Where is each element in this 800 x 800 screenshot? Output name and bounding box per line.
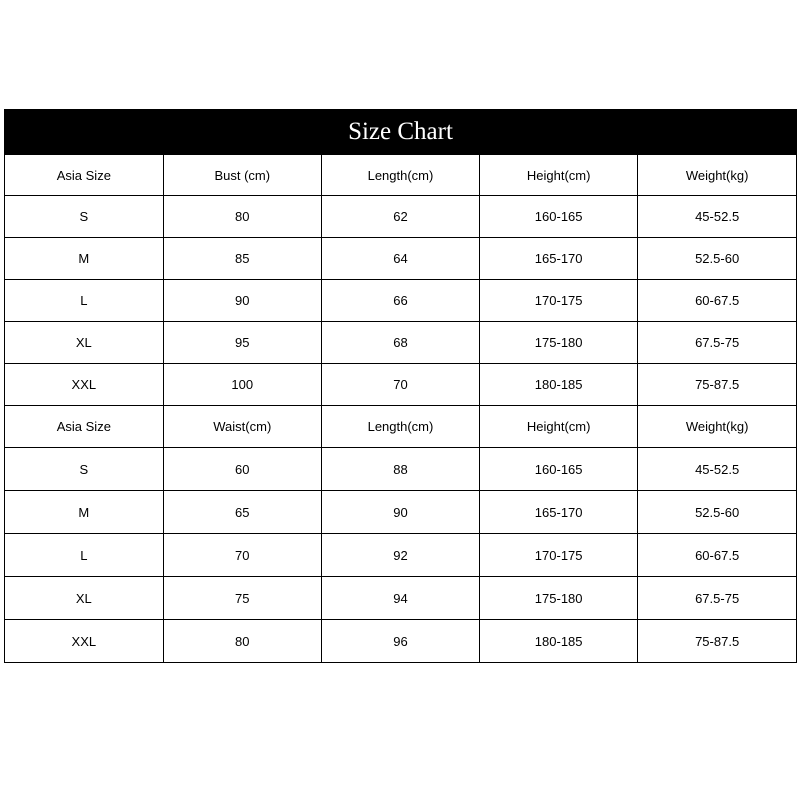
- cell-waist: 75: [163, 577, 321, 620]
- table-row: [5, 448, 796, 491]
- cell-size: L: [5, 280, 163, 322]
- cell-size: S: [5, 448, 163, 491]
- header-bust: Bust (cm): [163, 155, 321, 196]
- cell-height: 170-175: [480, 280, 638, 322]
- cell-weight: 60-67.5: [638, 534, 796, 577]
- cell-weight: 67.5-75: [638, 322, 796, 364]
- cell-weight: 60-67.5: [638, 280, 796, 322]
- cell-size: XL: [5, 322, 163, 364]
- cell-bust: 90: [163, 280, 321, 322]
- cell-height: 160-165: [480, 196, 638, 238]
- size-chart-title: Size Chart: [5, 110, 796, 155]
- size-chart: [4, 109, 797, 663]
- cell-size: XL: [5, 577, 163, 620]
- cell-bust: 100: [163, 364, 321, 406]
- table-row: [5, 577, 796, 620]
- cell-weight: 45-52.5: [638, 196, 796, 238]
- cell-length: 88: [321, 448, 479, 491]
- cell-length: 92: [321, 534, 479, 577]
- table-row: [5, 534, 796, 577]
- cell-height: 180-185: [480, 364, 638, 406]
- cell-weight: 52.5-60: [638, 238, 796, 280]
- header-weight: Weight(kg): [638, 406, 796, 448]
- cell-height: 170-175: [480, 534, 638, 577]
- cell-bust: 80: [163, 196, 321, 238]
- cell-height: 165-170: [480, 238, 638, 280]
- header-length: Length(cm): [321, 406, 479, 448]
- cell-waist: 65: [163, 491, 321, 534]
- cell-length: 90: [321, 491, 479, 534]
- cell-length: 68: [321, 322, 479, 364]
- table-row: [5, 238, 796, 280]
- cell-weight: 52.5-60: [638, 491, 796, 534]
- top-size-table: [5, 155, 796, 406]
- cell-waist: 80: [163, 620, 321, 663]
- cell-height: 175-180: [480, 322, 638, 364]
- cell-size: XXL: [5, 364, 163, 406]
- table-header-row: [5, 406, 796, 448]
- cell-weight: 67.5-75: [638, 577, 796, 620]
- cell-length: 62: [321, 196, 479, 238]
- cell-length: 96: [321, 620, 479, 663]
- cell-waist: 60: [163, 448, 321, 491]
- cell-length: 66: [321, 280, 479, 322]
- cell-bust: 85: [163, 238, 321, 280]
- cell-size: M: [5, 491, 163, 534]
- header-asia-size: Asia Size: [5, 155, 163, 196]
- table-row: [5, 364, 796, 406]
- header-weight: Weight(kg): [638, 155, 796, 196]
- cell-length: 70: [321, 364, 479, 406]
- cell-weight: 75-87.5: [638, 620, 796, 663]
- header-length: Length(cm): [321, 155, 479, 196]
- header-waist: Waist(cm): [163, 406, 321, 448]
- cell-size: M: [5, 238, 163, 280]
- cell-height: 160-165: [480, 448, 638, 491]
- table-header-row: [5, 155, 796, 196]
- cell-height: 175-180: [480, 577, 638, 620]
- header-height: Height(cm): [480, 406, 638, 448]
- table-row: [5, 322, 796, 364]
- cell-waist: 70: [163, 534, 321, 577]
- table-row: [5, 196, 796, 238]
- cell-height: 165-170: [480, 491, 638, 534]
- cell-size: S: [5, 196, 163, 238]
- header-asia-size: Asia Size: [5, 406, 163, 448]
- table-row: [5, 620, 796, 663]
- header-height: Height(cm): [480, 155, 638, 196]
- cell-size: L: [5, 534, 163, 577]
- bottom-size-table: [5, 406, 796, 662]
- cell-length: 94: [321, 577, 479, 620]
- cell-size: XXL: [5, 620, 163, 663]
- table-row: [5, 491, 796, 534]
- cell-weight: 45-52.5: [638, 448, 796, 491]
- table-row: [5, 280, 796, 322]
- cell-bust: 95: [163, 322, 321, 364]
- cell-weight: 75-87.5: [638, 364, 796, 406]
- cell-length: 64: [321, 238, 479, 280]
- cell-height: 180-185: [480, 620, 638, 663]
